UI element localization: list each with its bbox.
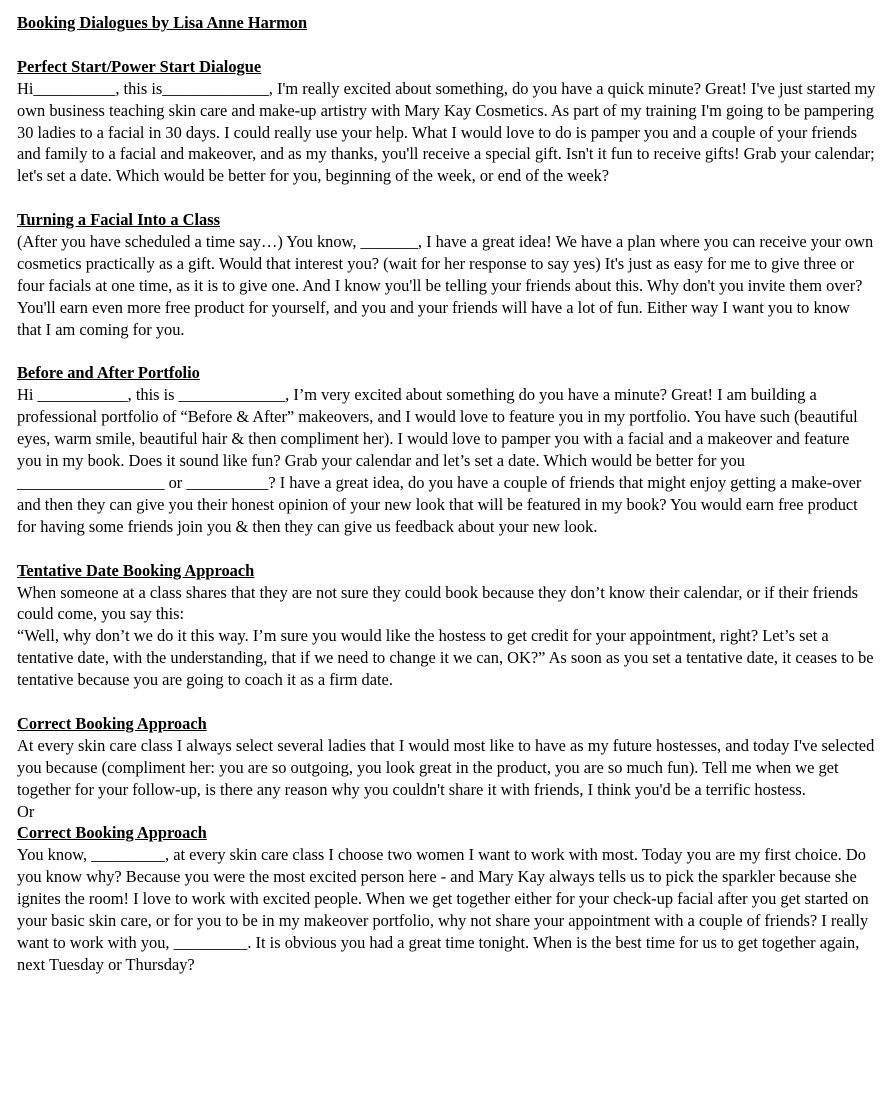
section-heading: Perfect Start/Power Start Dialogue — [17, 56, 262, 76]
section-paragraph: (After you have scheduled a time say…) You know, _______, I have a great idea! We have a plan where you can receive your own cosmetics practically as a gift. Would that interest you? (wait for her response to say yes) It's just as easy for me to give three or four facials at one time, as it is to give one. And I know you'll be telling your friends about this. Why don't you invite them over? You'll earn even more free product for yourself, and you and your friends will have a lot of fun. Either way I want you to know that I am coming for you. — [17, 232, 874, 339]
section-facial-into-class — [17, 209, 877, 340]
section-paragraph: “Well, why don’t we do it this way. I’m sure you would like the hostess to get credit for your appointment, right? Let’s set a tentative date, with the understanding, that if we need to change it we can, OK?” As soon as you set a tentative date, it ceases to be tentative because you are going to coach it as a firm date. — [17, 626, 874, 690]
section-paragraph: When someone at a class shares that they are not sure they could book because they don’t know their calendar, or if their friends could come, you say this: — [17, 582, 859, 624]
section-heading: Correct Booking Approach — [17, 713, 207, 733]
section-before-after-portfolio — [17, 362, 877, 537]
or-separator: Or — [17, 801, 35, 821]
section-correct-booking-2 — [17, 801, 877, 976]
section-heading: Before and After Portfolio — [17, 363, 200, 383]
document-title: Booking Dialogues by Lisa Anne Harmon — [17, 13, 308, 32]
section-tentative-date — [17, 560, 877, 691]
section-paragraph: You know, _________, at every skin care class I choose two women I want to work with most. Today you are my first choice. Do you know why? Because you were the most excited person here - and Mary Kay always tells us to pick the sparkler because she ignites the room! I love to work with excited people. When we get together either for your check-up facial after you get started on your basic skin care, or for you to be in my makeover portfolio, why not share your appointment with a couple of friends? I really want to work with you, _________. It is obvious you had a great time tonight. When is the best time for us to get together again, next Tuesday or Thursday? — [17, 845, 869, 974]
document-page — [17, 12, 877, 976]
section-paragraph: Hi ___________, this is _____________, I’m very excited about something do you have a minute? Great! I am building a professional portfolio of “Before & After” makeovers, and I would love to feature you in my portfolio. You have such (beautiful eyes, warm smile, beautiful hair & then compliment her). I would love to pamper you with a facial and a makeover and feature you in my book. Does it sound like fun? Grab your calendar and let’s set a date. Which would be better for you __________________ or __________? I have a great idea, do you have a couple of friends that might enjoy getting a make-over and then they can give you their honest opinion of your new look that will be featured in my book? You would earn free product for having some friends join you & then they can give us feedback about your new look. — [17, 385, 862, 536]
section-heading: Correct Booking Approach — [17, 823, 207, 843]
section-heading: Tentative Date Booking Approach — [17, 560, 255, 580]
section-paragraph: Hi__________, this is_____________, I'm really excited about something, do you have a quick minute? Great! I've just started my own business teaching skin care and make-up artistry with Mary Kay Cosmetics. As part of my training I'm going to be pampering 30 ladies to a facial in 30 days. I could really use your help. What I would love to do is pamper you and a couple of your friends and family to a facial and makeover, and as my thanks, you'll receive a special gift. Isn't it fun to receive gifts! Grab your calendar; let's set a date. Which would be better for you, beginning of the week, or end of the week? — [17, 78, 876, 186]
section-paragraph: At every skin care class I always select several ladies that I would most like to have as my future hostesses, and today I've selected you because (compliment her: you are so outgoing, you look great in the product, you are so much fun). Tell me when we get together for your follow-up, is there any reason why you couldn't share it with friends, I think you'd be a terrific hostess. — [17, 735, 875, 799]
section-perfect-start — [17, 56, 877, 187]
section-heading: Turning a Facial Into a Class — [17, 210, 220, 230]
section-correct-booking-1 — [17, 713, 877, 801]
